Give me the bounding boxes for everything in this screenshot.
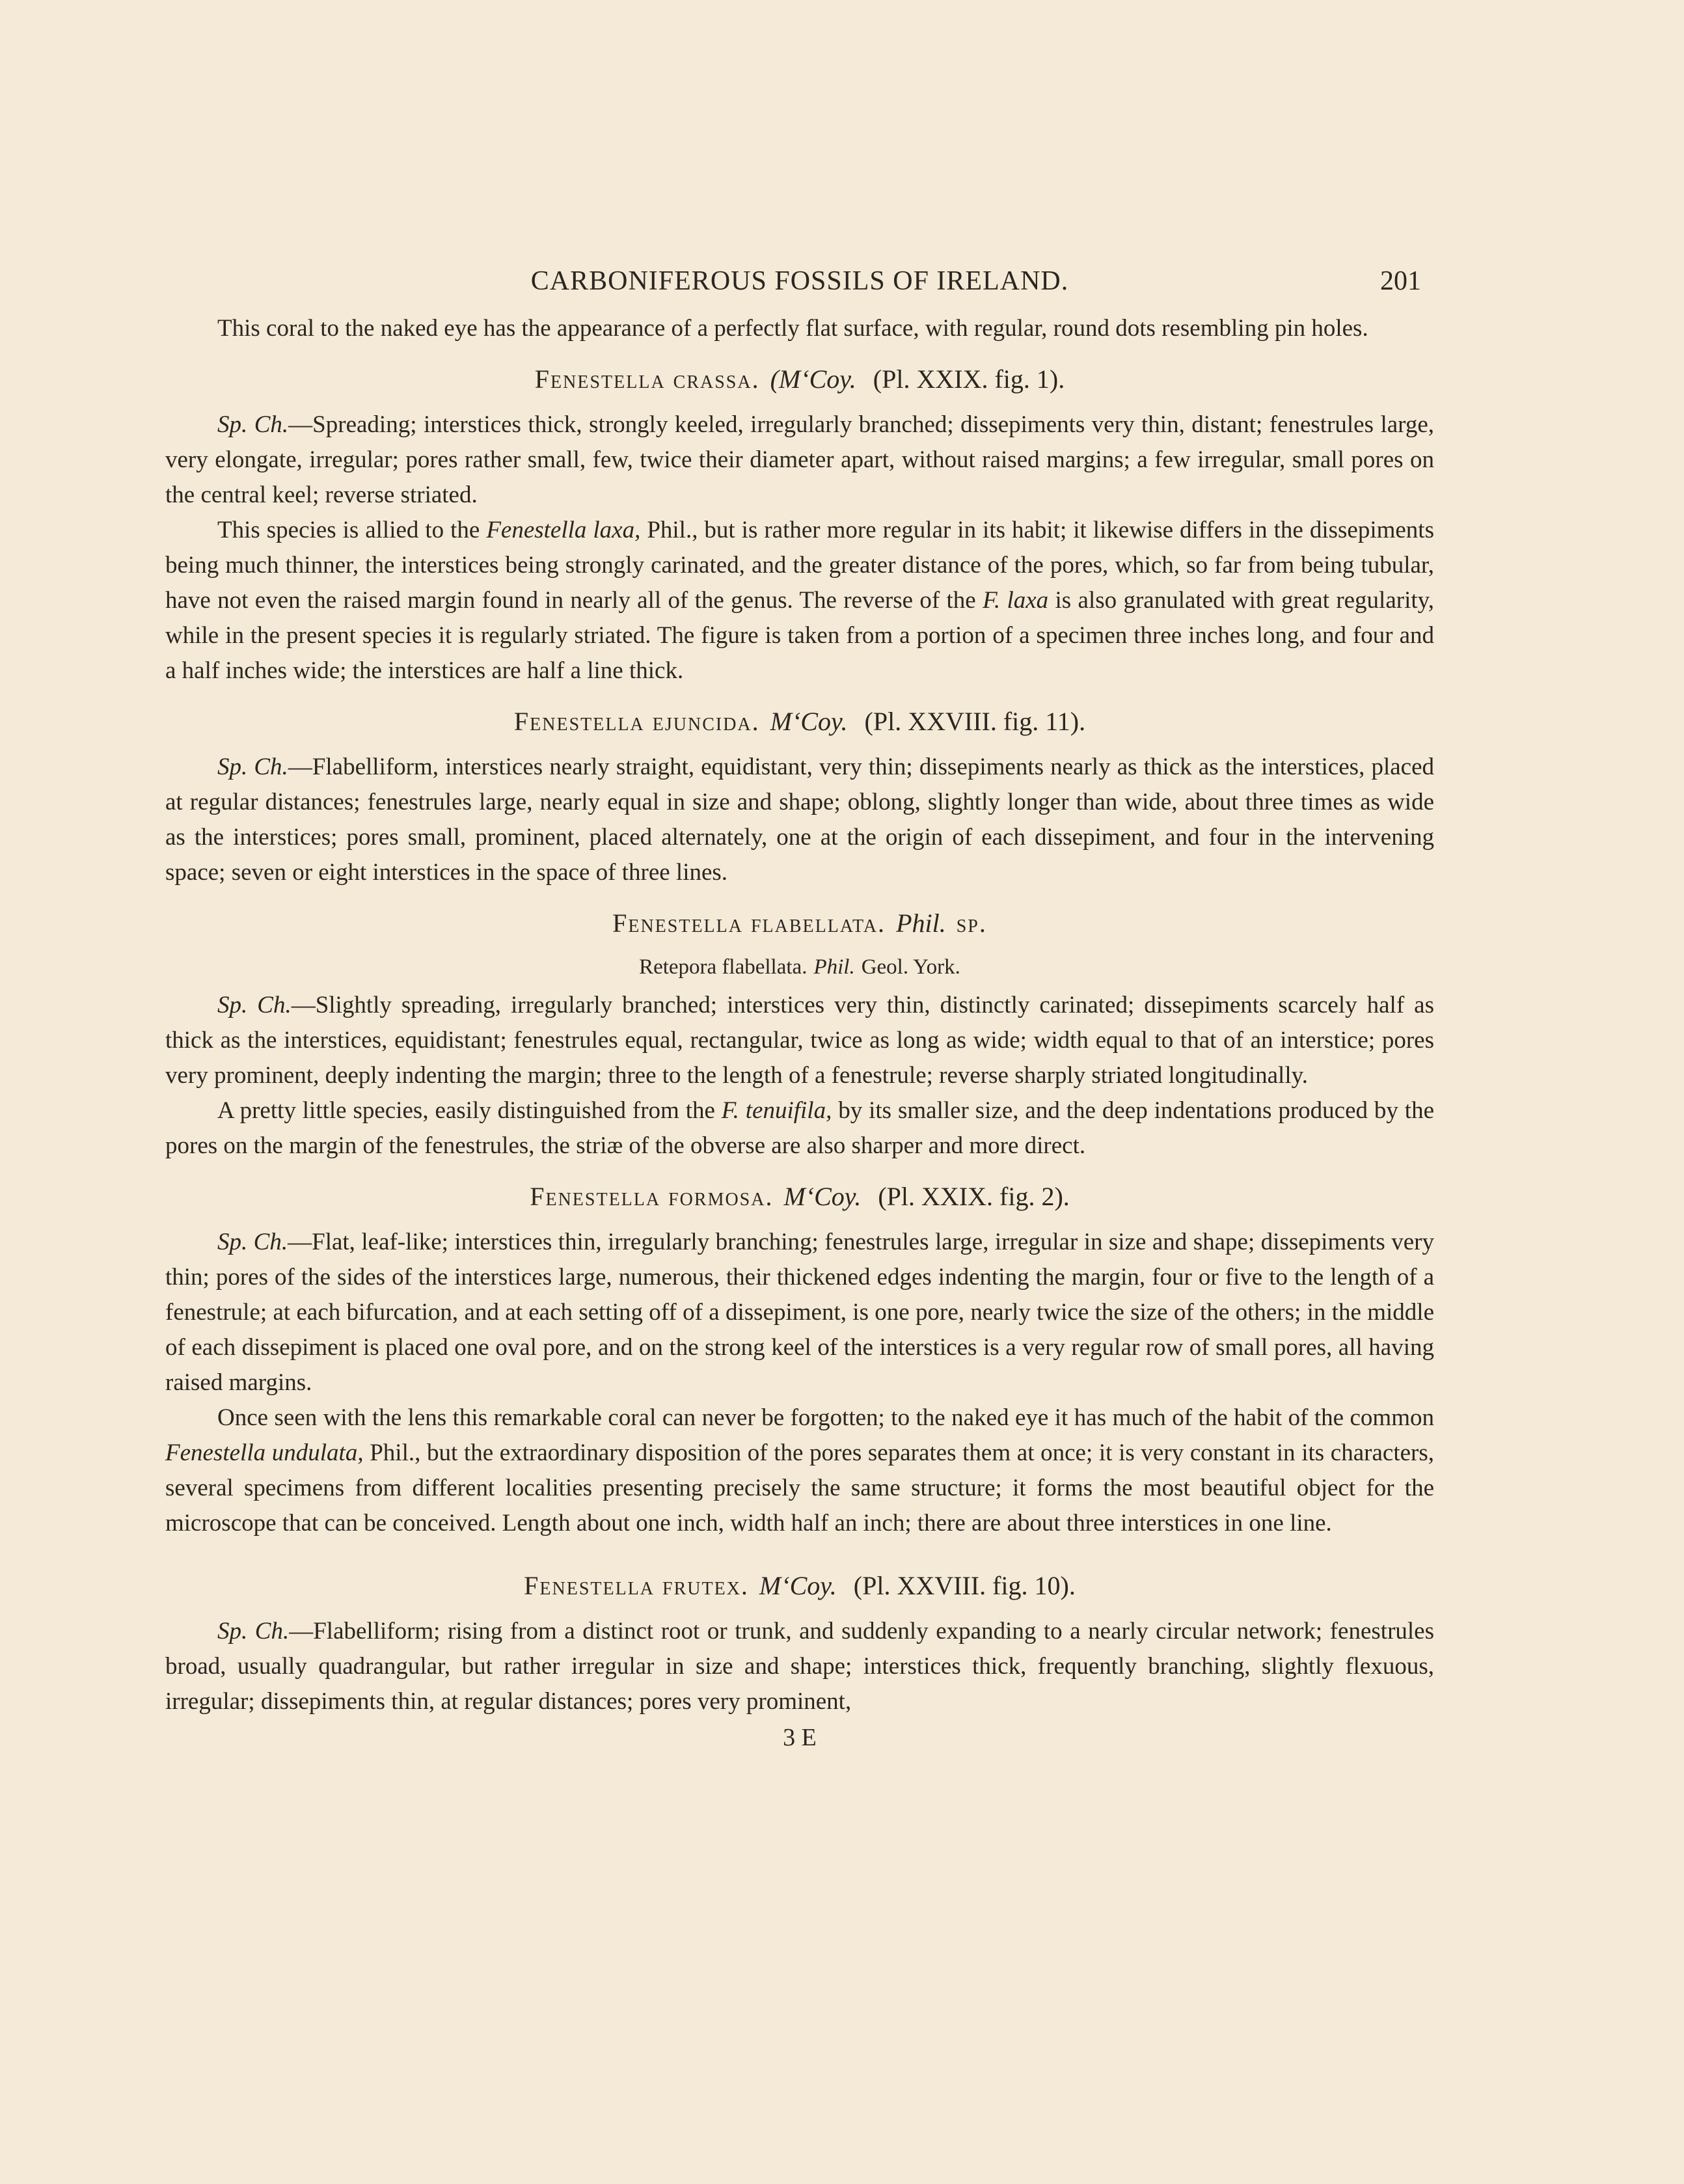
species-heading-flabellata bbox=[165, 905, 1434, 942]
remark-text: by its smaller size, and the deep indentations produced by the pores on the margin of the fenestrules, the striæ of the obverse are also sharper and more direct. bbox=[165, 1097, 1434, 1159]
description-text: —Flabelliform; rising from a distinct root or trunk, and suddenly expanding to a nearly circular network; fenestrules broad, usually quadrangular, but rather irregular in size and shape; interstices thick, frequently branching, slightly flexuous, irregular; dissepiments thin, at regular distances; pores very prominent, bbox=[165, 1618, 1434, 1715]
species-name: Fenestella frutex. bbox=[524, 1571, 749, 1600]
signature-mark: 3 E bbox=[783, 1724, 817, 1751]
running-title: CARBONIFEROUS FOSSILS OF IRELAND. bbox=[530, 266, 1069, 296]
species-heading-formosa bbox=[165, 1178, 1434, 1216]
page-number: 201 bbox=[1380, 266, 1421, 296]
description-text: —Flabelliform, interstices nearly straight, equidistant, very thin; dissepiments nearly as thick as the interstices, placed at regular distances; fenestrules large, nearly equal in size and shape; oblong, slightly longer than wide, about three times as wide as the interstices; pores small, prominent, placed alternately, one at the origin of each dissepiment, and four in the intervening space; seven or eight interstices in the space of three lines. bbox=[165, 754, 1434, 886]
plate-reference: (Pl. XXIX. fig. 1). bbox=[873, 364, 1065, 394]
page-content bbox=[165, 266, 1434, 1752]
species-heading-ejuncida bbox=[165, 703, 1434, 741]
species-characters-ejuncida bbox=[165, 750, 1434, 890]
taxon-italic: F. tenuifila, bbox=[721, 1097, 832, 1124]
species-characters-flabellata bbox=[165, 988, 1434, 1093]
synonym-name: Retepora flabellata. bbox=[639, 955, 808, 979]
species-author: (M‘Coy. bbox=[770, 364, 856, 394]
synonym-reference: Geol. York. bbox=[861, 955, 960, 979]
species-heading-crassa bbox=[165, 361, 1434, 398]
remark-text: Phil., but is rather more regular in its habit; it likewise differs in the dissepiments being much thinner, the interstices being strongly carinated, and the greater distance of the pores, which, so far from being tubular, have not even the raised margin found in nearly all of the genus. The reverse of the bbox=[165, 517, 1434, 614]
synonym-author: Phil. bbox=[813, 955, 855, 979]
species-suffix: sp. bbox=[956, 908, 987, 938]
remark-text: Phil., but the extraordinary disposition of the pores separates them at once; it is very constant in its characters, several specimens from different localities presenting precisely the same structure; it forms the most beautiful object for the microscope that can be conceived. Length about one inch, width half an inch; there are about three interstices in one line. bbox=[165, 1440, 1434, 1536]
remarks-formosa bbox=[165, 1400, 1434, 1541]
description-text: —Flat, leaf-like; interstices thin, irregularly branching; fenestrules large, irregular in size and shape; dissepiments very thin; pores of the sides of the interstices large, numerous, their thickened edges indenting the margin, four or five to the length of a fenestrule; at each bifurcation, and at each setting off of a dissepiment, is one pore, nearly twice the size of the others; in the middle of each dissepiment is placed one oval pore, and on the strong keel of the interstices is a very regular row of small pores, all having raised margins. bbox=[165, 1229, 1435, 1396]
sp-ch-label: Sp. Ch. bbox=[217, 1229, 288, 1255]
species-characters-frutex bbox=[165, 1614, 1434, 1719]
taxon-italic: Fenestella laxa, bbox=[486, 517, 641, 543]
taxon-italic: Fenestella undulata, bbox=[165, 1440, 364, 1466]
plate-reference: (Pl. XXVIII. fig. 11). bbox=[864, 707, 1086, 736]
species-author: M‘Coy. bbox=[783, 1182, 862, 1211]
species-author: M‘Coy. bbox=[770, 707, 848, 736]
species-name: Fenestella ejuncida. bbox=[513, 707, 760, 736]
running-head bbox=[165, 266, 1434, 311]
species-name: Fenestella crassa. bbox=[534, 364, 760, 394]
plate-reference: (Pl. XXIX. fig. 2). bbox=[878, 1182, 1070, 1211]
remark-text: Once seen with the lens this remarkable coral can never be forgotten; to the naked eye it has much of the habit of the common bbox=[217, 1404, 1434, 1431]
species-characters-crassa bbox=[165, 407, 1434, 513]
species-author: Phil. bbox=[896, 908, 946, 938]
species-characters-formosa bbox=[165, 1225, 1434, 1400]
species-name: Fenestella flabellata. bbox=[612, 908, 886, 938]
description-text: —Slightly spreading, irregularly branched; interstices very thin, distinctly carinated; dissepiments scarcely half as thick as the interstices, equidistant; fenestrules equal, rectangular, twice as long as wide; width equal to that of an interstice; pores very prominent, deeply indenting the margin; three to the length of a fenestrule; reverse sharply striated longitudinally. bbox=[165, 992, 1434, 1089]
species-name: Fenestella formosa. bbox=[530, 1182, 774, 1211]
plate-reference: (Pl. XXVIII. fig. 10). bbox=[853, 1571, 1076, 1600]
intro-paragraph: This coral to the naked eye has the appearance of a perfectly flat surface, with regular, round dots resembling pin holes. bbox=[217, 315, 1368, 342]
species-author: M‘Coy. bbox=[759, 1571, 837, 1600]
remarks-crassa bbox=[165, 513, 1434, 689]
sp-ch-label: Sp. Ch. bbox=[217, 754, 288, 780]
description-text: —Spreading; interstices thick, strongly keeled, irregularly branched; dissepiments very thin, distant; fenestrules large, very elongate, irregular; pores rather small, few, twice their diameter apart, without raised margins; a few irregular, small pores on the central keel; reverse striated. bbox=[165, 411, 1434, 508]
sp-ch-label: Sp. Ch. bbox=[217, 411, 289, 438]
sp-ch-label: Sp. Ch. bbox=[217, 992, 292, 1018]
remark-text: This species is allied to the bbox=[217, 517, 487, 543]
species-heading-frutex bbox=[165, 1567, 1434, 1605]
remark-text: A pretty little species, easily distinguished from the bbox=[217, 1097, 722, 1124]
sp-ch-label: Sp. Ch. bbox=[217, 1618, 290, 1645]
remark-text: is also granulated with great regularity, while in the present species it is regularly striated. The figure is taken from a portion of a specimen three inches long, and four and a half inches wide; the interstices are half a line thick. bbox=[165, 587, 1434, 684]
taxon-italic: F. laxa bbox=[983, 587, 1049, 614]
remarks-flabellata bbox=[165, 1093, 1434, 1164]
synonym-line bbox=[165, 951, 1434, 983]
